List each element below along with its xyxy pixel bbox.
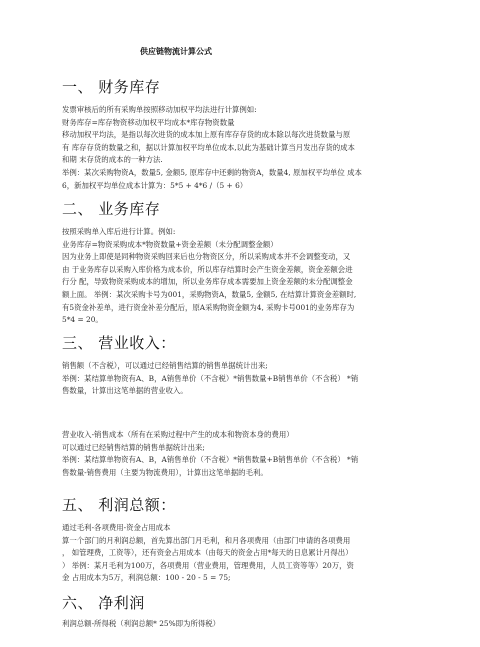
text-line: 售数量-销售费用（主要为物流费用），计算出这笔单据的毛利。 [62,467,268,477]
text-line: 行分 配，导致物资采购成本的增加，所以业务库存成本需要加上资金差额的未分配调整金 [62,277,353,287]
text-line: 移动加权平均法，是指以每次进货的成本加上原有库存存货的成本除以每次进货数量与原 [62,130,351,140]
document-title: 供应链物流计算公式 [140,47,212,56]
text-line: 利润总额-所得税（利润总额* 25%即为所得税） [62,619,221,628]
text-line: 通过毛利-各项费用-资金占用成本 [62,523,171,532]
section-heading-business-inventory: 二、 业务库存 [62,200,161,218]
text-line: 5*4 = 20。 [62,315,103,325]
text-line: 举例：某结算单物资有A、B，A销售单价（不含税）*销售数量+B销售单价（不含税） *销 [62,455,359,465]
text-line: 销售额（不含税），可以通过已经销售结算的销售单据统计出来; [62,361,268,370]
section-body-gross-profit [62,429,420,479]
section-heading-financial-inventory: 一、 财务库存 [62,78,161,96]
text-line: 额上面。 举例：某次采购卡号为001，采购物资A，数量5, 金额5, 在结算计算资金差额时, [62,289,357,299]
text-line: 金 占用成本为5万，利润总额：100 - 20 - 5 = 75; [62,573,231,583]
section-body-total-profit [62,522,420,585]
section-body-business-inventory [62,226,420,327]
section-heading-total-profit: 五、 利润总额： [62,496,176,514]
text-line: 业务库存=物资采购成本*物资数量+资金差额（未分配调整金额） [62,239,278,249]
text-line: 举例：某结算单物资有A、B，A销售单价（不含税）*销售数量+B销售单价（不含税） *销 [62,373,359,383]
text-line: 举例：某次采购物资A，数量5, 金额5, 原库存中还剩的物资A，数量4, 原加权平均单位 成本 [62,167,362,177]
text-line: 由 于业务库存以采购入库价格为成本价，所以库存结算时会产生资金差额，资金差额会进 [62,264,353,274]
text-line: 发票审核后的所有采购单按照移动加权平均法进行计算例如: [62,105,257,114]
section-body-financial-inventory [62,104,420,192]
section-body-operating-revenue [62,360,420,398]
text-line: 和期 末存货的成本的一种方法. [62,155,163,165]
text-line: ） 举例：某月毛利为100万，各项费用（营业费用，管理费用，人员工资等等）20万，资 [62,560,354,570]
text-line: 有 库存存货的数量之和，据以计算加权平均单位成本,以此为基础计算当月发出存货的成本 [62,142,355,152]
section-heading-operating-revenue: 三、 营业收入： [62,334,176,352]
text-line: 财务库存=库存物资移动加权平均成本*库存物资数量 [62,117,235,127]
text-line: 因为业务上即使是同种物资采购回来后也分物资区分，所以采购成本并不会调整变动，又 [62,252,351,262]
text-line: 算一个部门的月利润总额，首先算出部门月毛利，和月各项费用（由部门申请的各项费用 [62,535,351,545]
text-line: 营业收入-销售成本（所有在采购过程中产生的成本和物资本身的费用） [62,430,294,439]
text-line: ， 如管理费，工资等），还有资金占用成本（由每天的资金占用*每天的日息累计月得出） [62,548,353,558]
section-heading-net-profit: 六、 净利润 [62,594,145,612]
text-line: 按照采购单入库后进行计算。例如: [62,227,176,236]
section-body-net-profit [62,618,420,631]
text-line: 售数量，计算出这笔单据的营业收入。 [62,386,188,396]
text-line: 可以通过已经销售结算的销售单据统计出来; [62,442,205,452]
text-line: 6，新加权平均单位成本计算为：5*5 + 4*6 /（5 + 6） [62,180,248,190]
text-line: 有5资金补差单，进行资金补差分配后，原A采购物资金额为4, 采购卡号001的业务库存为 [62,302,355,312]
